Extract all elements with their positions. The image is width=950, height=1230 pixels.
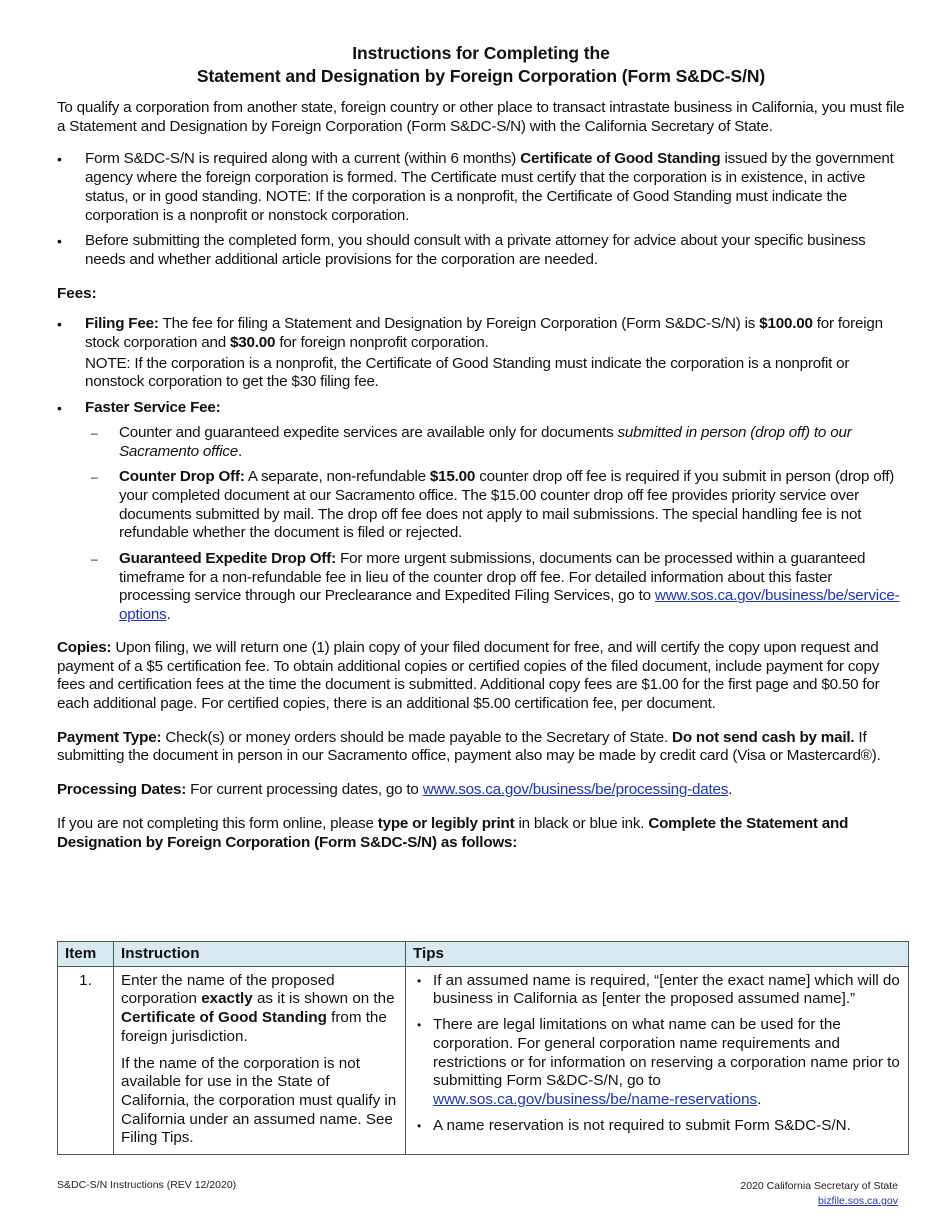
fees-list [57,315,905,625]
availability-text: Counter and guaranteed expedite services are available only for documents [119,423,618,441]
completion-paragraph [57,815,905,852]
completion-text: in black or blue ink. [514,814,649,832]
complete-as-follows: Complete the Statement and Designation by Foreign Corporation (Form S&DC-S/N) as follows: [57,814,849,851]
instruction-text: Enter the name of the proposed corporation [121,971,335,1008]
punctuation: . [238,442,243,460]
payment-text: If submitting the document in person in our Sacramento office, payment also may be made by credit card (Visa or Mastercard®). [57,728,881,765]
requirement-text: issued by the government agency where the foreign corporation is formed. The Certificate must certify that the corporation is in existence, in active status, or in good standing. NOTE: If the corporation is a nonprofit, the Certificate of Good Standing must indicate the corporation is a nonprofit or nonstock corporation. [85,150,894,224]
counter-drop-off-label: Counter Drop Off: [119,468,245,486]
table-row [58,966,909,1154]
certificate-emphasis: Certificate of Good Standing [520,150,721,168]
processing-paragraph [57,781,905,800]
guaranteed-expedite-item [85,550,905,625]
instructions-page [57,42,905,852]
availability-emphasis: submitted in person (drop off) to our Sacramento office [119,423,852,460]
payment-text: Check(s) or money orders should be made payable to the Secretary of State. [161,728,673,746]
guaranteed-expedite-text: For more urgent submissions, documents can be processed within a guaranteed timeframe for a non-refundable fee in lieu of the counter drop off fee. For detailed information about this faster processing service through our Preclearance and Expedited Filing Services, go to [119,550,866,605]
faster-service-list [85,424,905,625]
bizfile-link[interactable]: bizfile.sos.ca.gov [818,1195,898,1207]
requirement-certificate [57,150,905,225]
filing-fee-nonprofit-amount: $30.00 [230,334,276,352]
processing-text: For current processing dates, go to [186,781,423,799]
title-line-2: Statement and Designation by Foreign Corporation (Form S&DC-S/N) [196,66,766,86]
payment-label: Payment Type: [57,728,162,746]
filing-fee-text: for foreign nonprofit corporation. [275,334,489,352]
instruction-paragraph-2: If the name of the corporation is not available for use in the State of California, the corporation must qualify in California under an assumed name. See Filing Tips. [121,1054,397,1147]
header-item: Item [58,942,114,967]
filing-fee-stock-amount: $100.00 [759,315,813,333]
filing-fee-label: Filing Fee: [85,315,159,333]
filing-fee-text: for foreign stock corporation and [85,315,883,352]
service-options-link[interactable]: www.sos.ca.gov/business/be/service-options [119,587,900,624]
instruction-paragraph-1 [121,972,398,1047]
punctuation: . [728,781,733,799]
payment-paragraph [57,729,905,766]
item-number: 1. [58,966,114,1154]
guaranteed-expedite-label: Guaranteed Expedite Drop Off: [119,550,336,568]
print-emphasis: type or legibly print [377,814,515,832]
footer-copyright: 2020 California Secretary of State [740,1180,898,1192]
instruction-text: as it is shown on the [252,990,395,1008]
header-instruction: Instruction [114,942,406,967]
tip-item: • A name reservation is not required to submit Form S&DC-S/N. [413,1117,901,1136]
filing-fee-text: The fee for filing a Statement and Designation by Foreign Corporation (Form S&DC-S/N) is [158,315,760,333]
filing-fee-item [57,315,905,392]
table-header-row [58,942,909,967]
no-cash-warning: Do not send cash by mail. [672,728,855,746]
copies-paragraph [57,639,905,714]
instruction-text: from the foreign jurisdiction. [121,1009,387,1045]
faster-service-item [57,399,905,625]
processing-label: Processing Dates: [57,781,187,799]
copies-label: Copies: [57,638,112,656]
footer-form-revision: S&DC-S/N Instructions (REV 12/2020) [57,1179,237,1191]
tips-cell [406,966,909,1154]
footer-publisher [740,1179,898,1209]
counter-drop-off-text: A separate, non-refundable [244,468,430,486]
tip-text: There are legal limitations on what name can be used for the corporation. For general corporation name requirements and restrictions or for information on reserving a corporation name prior to submitting Form S&DC-S/N, go to [433,1016,900,1090]
intro-paragraph: To qualify a corporation from another state, foreign country or other place to transact intrastate business in California, you must file a Statement and Designation by Foreign Corporation (Form S&DC-S/N) with the California Secretary of State. [57,99,905,135]
header-tips: Tips [406,942,909,967]
page-title [57,42,905,88]
certificate-emphasis: Certificate of Good Standing [121,1009,327,1027]
completion-text: If you are not completing this form online, please [57,814,378,832]
title-line-1: Instructions for Completing the [352,43,610,63]
requirements-list [57,150,905,269]
copies-text: Upon filing, we will return one (1) plain copy of your filed document for free, and will certify the copy upon request and payment of a $5 certification fee. To obtain additional copies or certified copies of the filed document, include payment for copy fees and certification fees at the time the document is submitted. Additional copy fees are $1.00 for the first page and $0.50 for each additional page. For certified copies, there is an additional $5.00 certification fee, per document. [57,638,880,712]
instructions-table [57,941,909,1155]
requirement-attorney: • Before submitting the completed form, you should consult with a private attorney for advice about your specific business needs and whether additional article provisions for the corporation are needed. [57,232,905,269]
punctuation: . [166,606,171,624]
tips-list [413,972,901,1136]
counter-drop-off-text: counter drop off fee is required if you submit in person (drop off) your completed document at our Sacramento office. The $15.00 counter drop off fee provides priority service over documents submitted by mail. The drop off fee does not apply to mail submissions. The special handling fee is not refundable whether the document is filed or rejected. [119,468,895,542]
processing-dates-link[interactable]: www.sos.ca.gov/business/be/processing-dates [422,781,729,799]
faster-service-availability [85,424,905,461]
filing-fee-note: NOTE: If the corporation is a nonprofit, the Certificate of Good Standing must indicate the corporation is a nonprofit or nonstock corporation to get the $30 filing fee. [85,354,850,391]
requirement-text: Form S&DC-S/N is required along with a current (within 6 months) [85,150,521,168]
name-reservations-link[interactable]: www.sos.ca.gov/business/be/name-reservations [433,1090,758,1108]
tip-item [413,1016,901,1110]
counter-drop-off-item [85,468,905,543]
counter-drop-off-amount: $15.00 [429,468,476,486]
punctuation: . [757,1090,762,1108]
exactly-emphasis: exactly [201,990,253,1008]
instruction-cell [114,966,406,1154]
faster-service-label: Faster Service Fee: [85,399,221,417]
fees-heading: Fees: [57,284,97,302]
tip-item: • If an assumed name is required, “[enter the exact name] which will do business in California as [enter the proposed assumed name].” [413,972,901,1009]
